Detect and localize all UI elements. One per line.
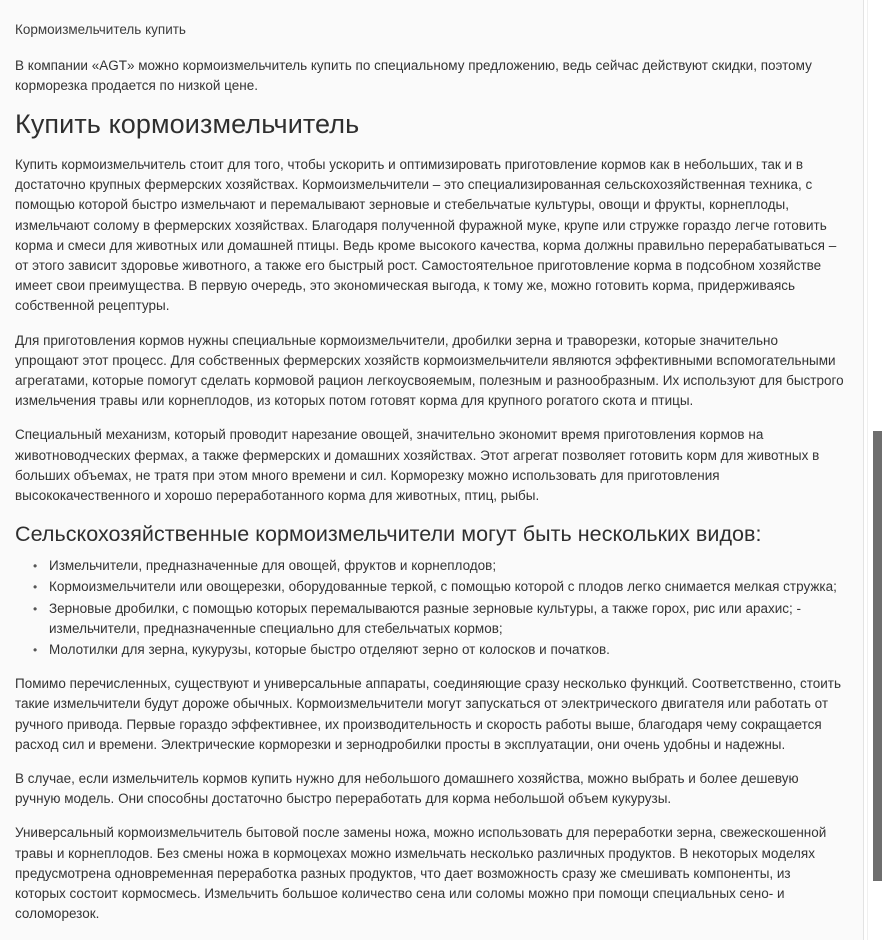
paragraph-5: В случае, если измельчитель кормов купить нужно для небольшого домашнего хозяйства, можно выбрать и более дешевую ручную модель. Они способны достаточно быстро переработать для корма небольшой объем кукурузы. bbox=[15, 771, 799, 807]
list-item: • Кормоизмельчители или овощерезки, оборудованные теркой, с помощью которой с плодов легко снимается мелкая стружка; bbox=[49, 577, 845, 597]
list-item: • Молотилки для зерна, кукурузы, которые быстро отделяют зерно от колосков и початков. bbox=[49, 640, 845, 660]
list-item: • Зерновые дробилки, с помощью которых перемалываются разные зерновые культуры, а также горох, рис или арахис; - измельчители, предназначенные специально для стебельчатых кормов; bbox=[49, 599, 845, 639]
feature-list bbox=[15, 556, 845, 660]
article-content bbox=[1, 20, 845, 925]
page-title: Купить кормоизмельчитель bbox=[15, 109, 360, 139]
paragraph-1: Купить кормоизмельчитель стоит для того, чтобы ускорить и оптимизировать приготовление кормов как в небольших, так и в достаточно крупных фермерских хозяйствах. Кормоизмельчители – это специализированная сельскохозяйственная техника, с помощью которой быстро измельчают и перемалывают зерновые и стебельчатые культуры, овощи и фрукты, корнеплоды, измельчают солому в фермерских хозяйствах. Благодаря полученной фуражной муке, крупе или стружке гораздо легче готовить корма и смеси для животных или домашней птицы. Ведь кроме высокого качества, корма должны правильно перерабатываться – от этого зависит здоровье животного, а также его быстрый рост. Самостоятельное приготовление корма в подсобном хозяйстве имеет свои преимущества. В первую очередь, это экономическая выгода, к тому же, можно готовить корма, придерживаясь собственной рецептуры. bbox=[15, 157, 837, 314]
vertical-scrollbar-thumb[interactable] bbox=[873, 431, 882, 881]
paragraph-3: Специальный механизм, который проводит нарезание овощей, значительно экономит время приготовления кормов на животноводческих фермах, а также фермерских и домашних хозяйствах. Этот агрегат позволяет готовить корм для животных в больших объемах, не тратя при этом много времени и сил. Корморезку можно использовать для приготовления высококачественного и хорошо переработанного корма для животных, птиц, рыбы. bbox=[15, 427, 820, 504]
lead-paragraph: В компании «AGT» можно кормоизмельчитель купить по специальному предложению, ведь сейчас действуют скидки, поэтому корморезка продается по низкой цене. bbox=[15, 58, 812, 93]
paragraph-2: Для приготовления кормов нужны специальные кормоизмельчители, дробилки зерна и траворезки, которые значительно упрощают этот процесс. Для собственных фермерских хозяйств кормоизмельчители являются эффективными вспомогательными агрегатами, которые помогут сделать кормовой рацион легкоусвояемым, полезным и разнообразным. Их используют для быстрого измельчения травы или корнеплодов, из которых потом готовят корма для крупного рогатого скота и птицы. bbox=[15, 332, 844, 409]
paragraph-4: Помимо перечисленных, существуют и универсальные аппараты, соединяющие сразу несколько функций. Соответственно, стоить такие измельчители будут дороже обычных. Кормоизмельчители могут запускаться от электрического двигателя или работать от ручного привода. Первые гораздо эффективнее, их производительность и скорость работы выше, благодаря чему сокращается расход сил и времени. Электрические корморезки и зернодробилки просты в эксплуатации, они очень удобны и надежны. bbox=[15, 676, 841, 752]
list-item: • Измельчители, предназначенные для овощей, фруктов и корнеплодов; bbox=[49, 556, 845, 576]
breadcrumb: Кормоизмельчитель купить bbox=[15, 22, 186, 37]
paragraph-6: Универсальный кормоизмельчитель бытовой после замены ножа, можно использовать для переработки зерна, свежескошенной травы и корнеплодов. Без смены ножа в кормоцехах можно измельчать несколько различных продуктов. В некоторых моделях предусмотрена одновременная переработка разных продуктов, что дает возможность сразу же смешивать компоненты, из которых состоит кормосмесь. Измельчить большое количество сена или соломы можно при помощи специальных сено- и соломорезок. bbox=[15, 825, 827, 922]
vertical-scrollbar-track[interactable] bbox=[867, 0, 883, 940]
section-title: Сельскохозяйственные кормоизмельчители могут быть нескольких видов: bbox=[15, 522, 762, 547]
